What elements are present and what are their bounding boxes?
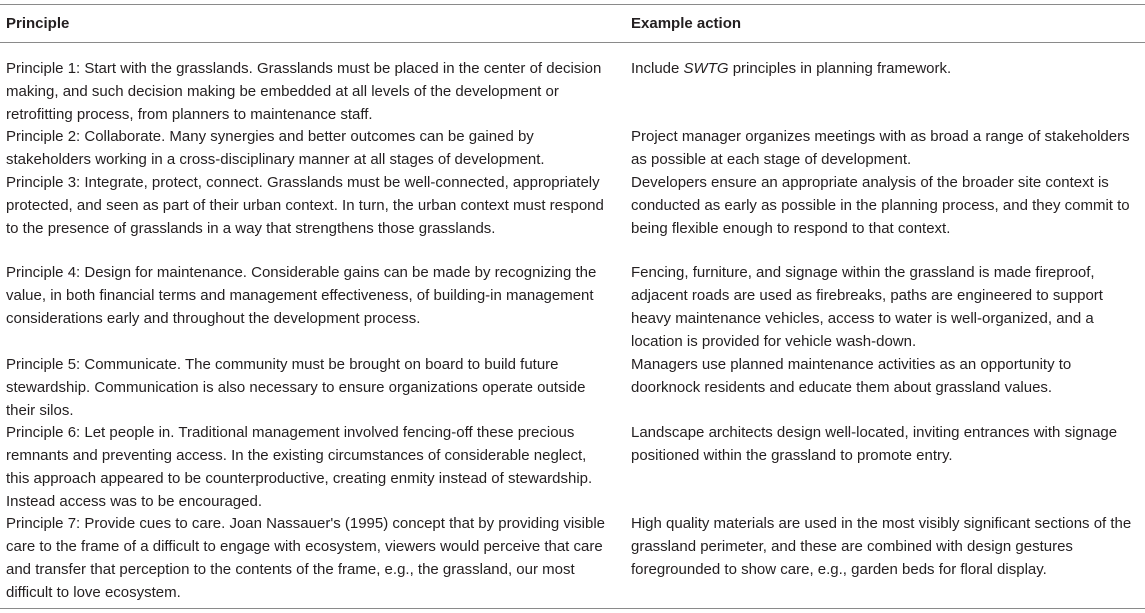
principle-7-cell: Principle 7: Provide cues to care. Joan Nassauer's (1995) concept that by providing visible care to the frame of a difficult to engage with ecosystem, viewers would perceive that care and transfer that perception to the contents of the frame, e.g., the grassland, our most difficult to love ecosystem. [6,515,606,601]
principle-2-cell: Principle 2: Collaborate. Many synergies and better outcomes can be gained by stakeholders working in a cross-disciplinary manner at all stages of development. [6,128,545,168]
principle-3-cell: Principle 3: Integrate, protect, connect. Grasslands must be well-connected, appropriately protected, and seen as part of their urban context. In turn, the urban context must respond to the presence of grasslands in a way that strengthens those grasslands. [6,174,604,237]
example-1-text-post: principles in planning framework. [728,60,952,77]
example-3-cell: Developers ensure an appropriate analysis of the broader site context is conducted as early as possible in the planning process, and they commit to being flexible enough to respond to that context. [631,174,1130,237]
principle-1-cell: Principle 1: Start with the grasslands. Grasslands must be placed in the center of decision making, and such decision making be embedded at all levels of the development or retrofitting process, from planners to maintenance staff. [6,60,602,123]
header-example-action: Example action [631,15,742,32]
example-6-cell: Landscape architects design well-located, inviting entrances with signage positioned within the grassland to promote entry. [631,424,1118,464]
example-7-cell: High quality materials are used in the most visibly significant sections of the grassland perimeter, and these are combined with design gestures foregrounded to show care, e.g., garden beds for floral display. [631,515,1132,578]
example-1-acronym: SWTG [683,60,729,77]
example-1-cell [631,57,1143,80]
example-5-cell: Managers use planned maintenance activities as an opportunity to doorknock residents and educate them about grassland values. [631,356,1072,396]
table-top-rule [0,4,1145,5]
principle-6-cell: Principle 6: Let people in. Traditional management involved fencing-off these precious remnants and preventing access. In the existing circumstances of considerable neglect, this approach appeared to be counterproductive, creating enmity instead of stewardship. Instead access was to be encouraged. [6,424,593,510]
table-bottom-rule [0,608,1145,609]
header-rule [0,42,1145,43]
principle-5-cell: Principle 5: Communicate. The community must be brought on board to build future stewardship. Communication is also necessary to ensure organizations operate outside their silos. [6,356,586,419]
example-2-cell: Project manager organizes meetings with as broad a range of stakeholders as possible at each stage of development. [631,128,1130,168]
header-principle: Principle [6,15,70,32]
principle-4-cell: Principle 4: Design for maintenance. Considerable gains can be made by recognizing the value, in both financial terms and management effectiveness, of building-in management considerations early and throughout the development process. [6,264,597,327]
example-1-text-pre: Include [631,60,684,77]
example-4-cell: Fencing, furniture, and signage within the grassland is made fireproof, adjacent roads are used as firebreaks, paths are engineered to support heavy maintenance vehicles, access to water is well-organized, and a location is provided for vehicle wash-down. [631,264,1103,350]
